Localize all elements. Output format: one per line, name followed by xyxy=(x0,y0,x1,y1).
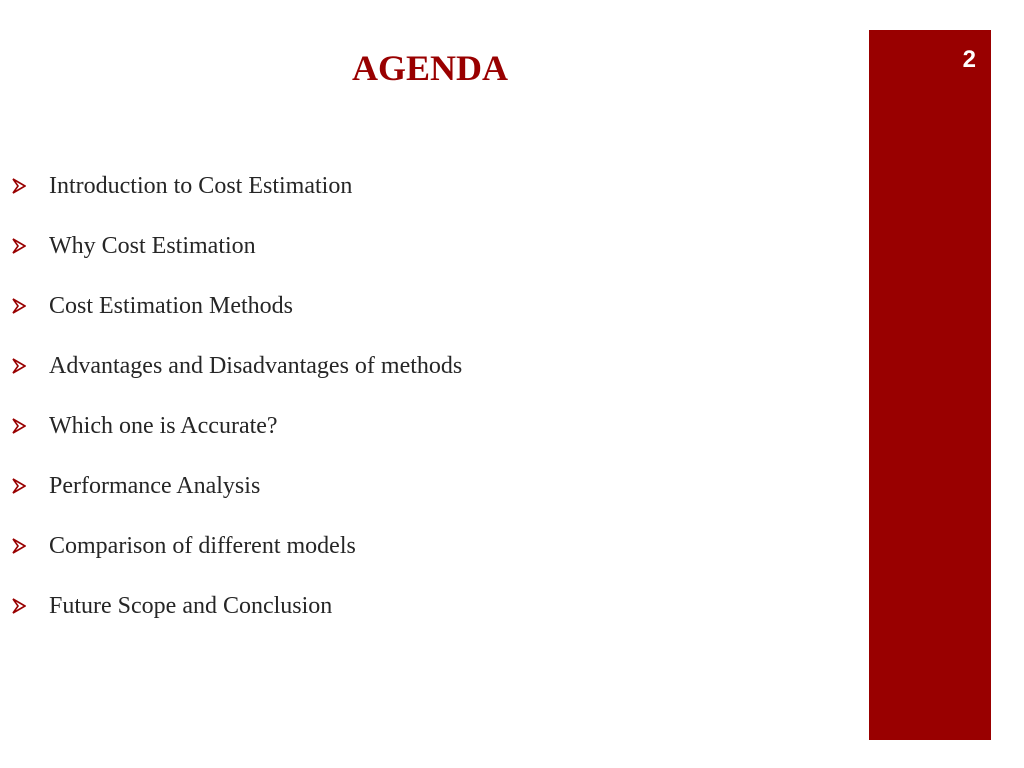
arrowhead-bullet-icon xyxy=(12,358,26,374)
arrowhead-bullet-icon xyxy=(12,478,26,494)
agenda-item-text: Cost Estimation Methods xyxy=(49,293,294,319)
arrowhead-bullet-icon xyxy=(12,598,26,614)
agenda-item-text: Comparison of different models xyxy=(49,533,356,559)
agenda-item-text: Introduction to Cost Estimation xyxy=(49,173,353,199)
agenda-item-text: Which one is Accurate? xyxy=(49,413,278,439)
agenda-item-text: Advantages and Disadvantages of methods xyxy=(49,353,463,379)
arrowhead-bullet-icon xyxy=(12,238,26,254)
arrowhead-bullet-icon xyxy=(12,178,26,194)
agenda-item-text: Future Scope and Conclusion xyxy=(49,593,333,619)
arrowhead-bullet-icon xyxy=(12,298,26,314)
agenda-item-text: Why Cost Estimation xyxy=(49,233,256,259)
slide-title: AGENDA xyxy=(351,48,508,88)
arrowhead-bullet-icon xyxy=(12,538,26,554)
agenda-item-text: Performance Analysis xyxy=(49,473,261,499)
side-accent-bar xyxy=(869,30,991,740)
slide-number: 2 xyxy=(962,46,976,73)
arrowhead-bullet-icon xyxy=(12,418,26,434)
